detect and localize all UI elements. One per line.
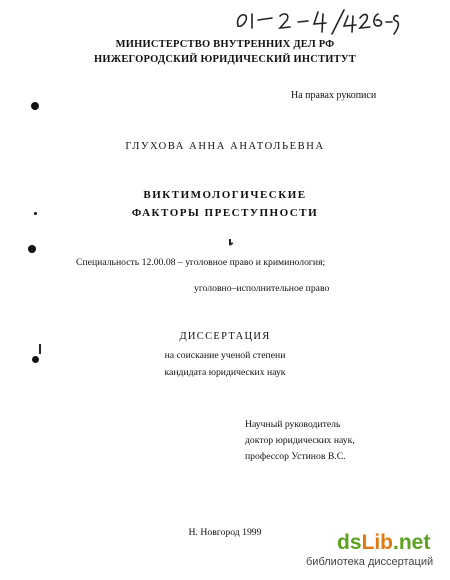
scan-mark xyxy=(39,344,41,354)
scan-mark xyxy=(229,239,231,244)
supervisor-line-2: доктор юридических наук, xyxy=(245,435,355,446)
binding-hole-dot xyxy=(32,356,39,363)
degree-line-2: кандидата юридических наук xyxy=(164,367,286,378)
supervisor-line-3: профессор Устинов В.С. xyxy=(245,451,346,462)
dissertation-heading: ДИССЕРТАЦИЯ xyxy=(179,331,271,342)
specialty-line-1: Специальность 12.00.08 – уголовное право и криминология; xyxy=(76,257,326,268)
binding-hole-dot xyxy=(28,245,36,253)
scan-speck xyxy=(34,212,37,215)
supervisor-line-1: Научный руководитель xyxy=(245,419,341,430)
place-and-year: Н. Новгород 1999 xyxy=(188,527,262,538)
binding-hole-dot xyxy=(31,102,39,110)
author-name: ГЛУХОВА АННА АНАТОЛЬЕВНА xyxy=(125,141,325,152)
handwritten-archive-mark xyxy=(232,4,402,38)
manuscript-rights-note: На правах рукописи xyxy=(291,90,377,101)
dslib-logo xyxy=(337,532,430,554)
thesis-title-line-1: ВИКТИМОЛОГИЧЕСКИЕ xyxy=(143,189,307,201)
logo-part-ds: ds xyxy=(337,531,362,554)
logo-part-lib: Lib xyxy=(361,531,394,554)
institute-heading: НИЖЕГОРОДСКИЙ ЮРИДИЧЕСКИЙ ИНСТИТУТ xyxy=(94,54,356,65)
degree-line-1: на соискание ученой степени xyxy=(164,350,286,361)
dslib-tagline: библиотека диссертаций xyxy=(306,556,434,568)
thesis-title-line-2: ФАКТОРЫ ПРЕСТУПНОСТИ xyxy=(131,207,319,219)
specialty-line-2: уголовно–исполнительное право xyxy=(194,283,330,294)
logo-part-net: .net xyxy=(393,531,431,554)
ministry-heading: МИНИСТЕРСТВО ВНУТРЕННИХ ДЕЛ РФ xyxy=(115,39,335,50)
